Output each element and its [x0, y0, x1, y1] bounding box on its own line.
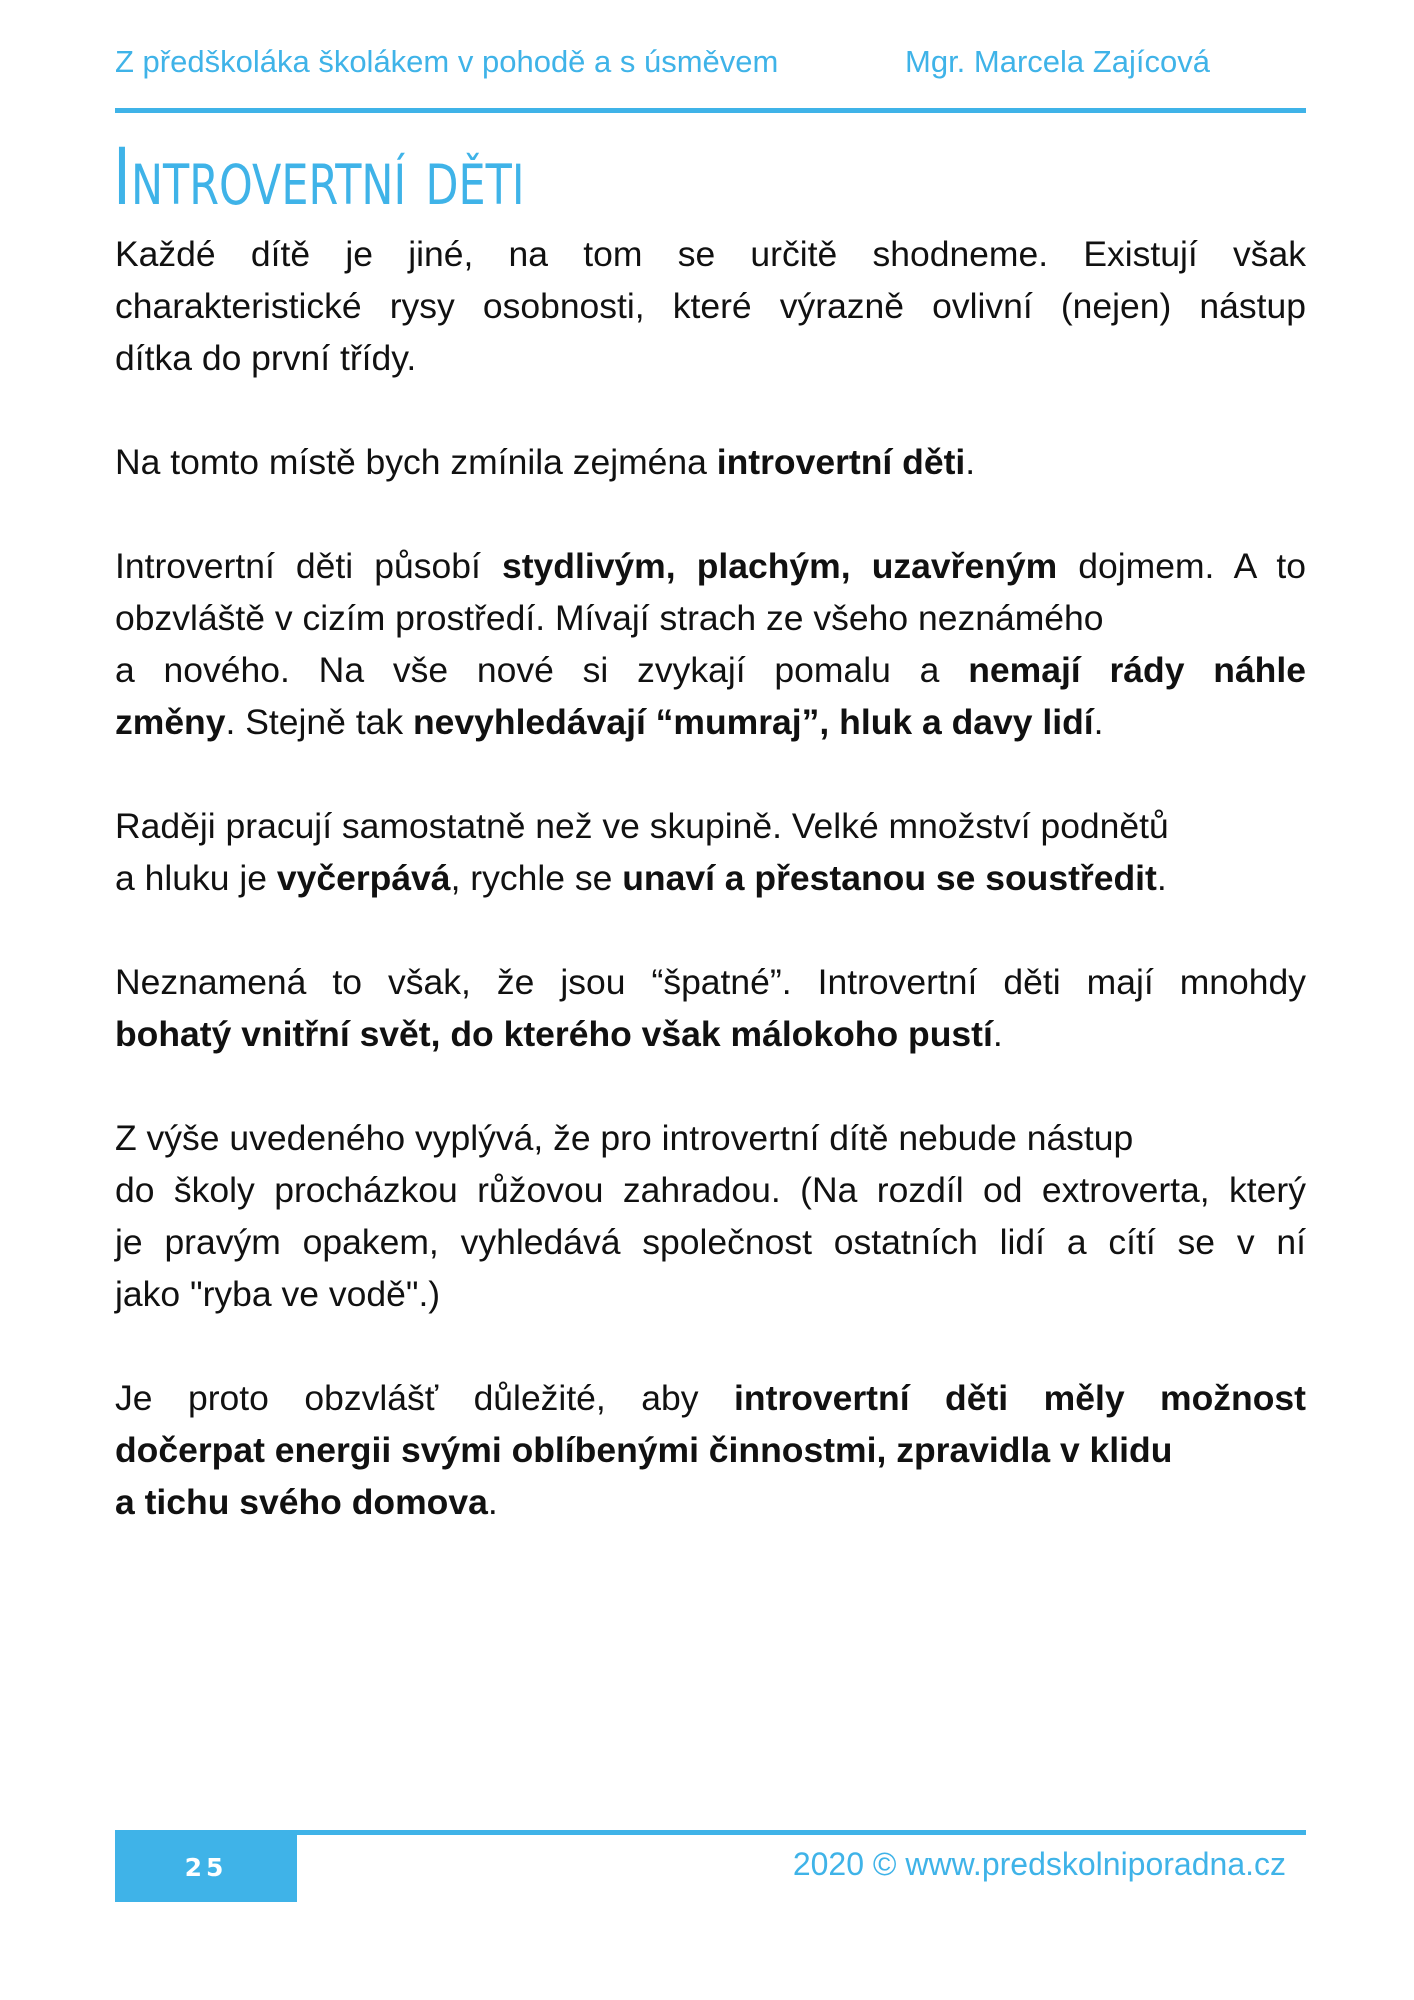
- paragraph-7: [115, 1372, 1306, 1528]
- bold-run: nemají rády náhle: [968, 650, 1306, 690]
- text-line: [115, 644, 1306, 696]
- text-line: [115, 540, 1306, 592]
- paragraph-2: [115, 436, 1306, 488]
- page-number: 25: [184, 1853, 228, 1882]
- text-line: je pravým opakem, vyhledává společnost ostatních lidí a cítí se v ní: [115, 1222, 1306, 1262]
- text-line: [115, 1372, 1306, 1424]
- text-run: a nového. Na vše nové si zvykají pomalu a: [115, 650, 969, 690]
- text-line: Neznamená to však, že jsou “špatné”. Introvertní děti mají mnohdy: [115, 962, 1306, 1002]
- text-run: a hluku je: [115, 858, 277, 898]
- bold-run: introvertní děti: [716, 442, 966, 482]
- footer-copyright: 2020 © www.predskolniporadna.cz: [792, 1846, 1286, 1882]
- text-run: .: [965, 442, 976, 482]
- text-line: [115, 1008, 1306, 1060]
- page-number-badge: [115, 1833, 297, 1902]
- text-run: , rychle se: [450, 858, 623, 898]
- text-run: . Stejně tak: [225, 702, 413, 742]
- bold-run: introvertní děti měly možnost: [734, 1378, 1306, 1418]
- bold-run: stydlivým, plachým, uzavřeným: [501, 546, 1058, 586]
- text-run: Na tomto místě bych zmínila zejména: [115, 442, 717, 482]
- bold-run: dočerpat energii svými oblíbenými činnostmi, zpravidla v klidu: [115, 1430, 1173, 1470]
- paragraph-6: [115, 1112, 1306, 1320]
- header-book-title: Z předškoláka školákem v pohodě a s úsměvem: [115, 44, 779, 79]
- text-line: [115, 1424, 1306, 1476]
- text-line: charakteristické rysy osobnosti, které výrazně ovlivní (nejen) nástup: [115, 286, 1306, 326]
- text-line: jako "ryba ve vodě".): [115, 1274, 441, 1314]
- text-line: dítka do první třídy.: [115, 338, 417, 378]
- header-divider: [115, 108, 1306, 113]
- bold-run: a tichu svého domova: [115, 1482, 488, 1522]
- text-line: Z výše uvedeného vyplývá, že pro introvertní dítě nebude nástup: [115, 1118, 1134, 1158]
- text-line: obzvláště v cizím prostředí. Mívají strach ze všeho neznámého: [115, 598, 1104, 638]
- text-run: .: [992, 1014, 1003, 1054]
- bold-run: změny: [115, 702, 226, 742]
- text-line: Raději pracují samostatně než ve skupině. Velké množství podnětů: [115, 806, 1169, 846]
- body-text: [115, 228, 1306, 1580]
- text-line: do školy procházkou růžovou zahradou. (Na rozdíl od extroverta, který: [115, 1170, 1306, 1210]
- text-line: Každé dítě je jiné, na tom se určitě shodneme. Existují však: [115, 234, 1306, 274]
- bold-run: vyčerpává: [276, 858, 451, 898]
- paragraph-5: [115, 956, 1306, 1060]
- bold-run: unaví a přestanou se soustředit: [622, 858, 1157, 898]
- text-run: dojmem. A to: [1057, 546, 1306, 586]
- paragraph-3: [115, 540, 1306, 748]
- text-run: .: [1156, 858, 1167, 898]
- bold-run: bohatý vnitřní svět, do kterého však málokoho pustí: [115, 1014, 993, 1054]
- text-line: [115, 852, 1306, 904]
- section-title: Introvertní děti: [113, 133, 525, 223]
- page-header: [115, 44, 1306, 82]
- text-line: [115, 696, 1306, 748]
- text-run: Introvertní děti působí: [115, 546, 502, 586]
- paragraph-4: [115, 800, 1306, 904]
- text-run: .: [487, 1482, 498, 1522]
- header-author: Mgr. Marcela Zajícová: [905, 44, 1210, 79]
- paragraph-1: [115, 228, 1306, 384]
- text-run: Je proto obzvlášť důležité, aby: [115, 1378, 735, 1418]
- bold-run: nevyhledávají “mumraj”, hluk a davy lidí: [412, 702, 1094, 742]
- text-run: .: [1093, 702, 1104, 742]
- text-line: [115, 1476, 1306, 1528]
